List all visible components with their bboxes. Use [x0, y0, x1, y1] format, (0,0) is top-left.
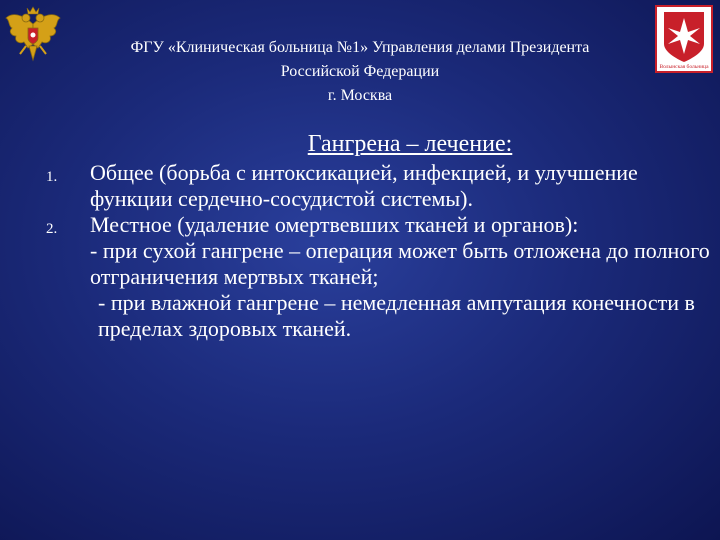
- sub-item-dry-gangrene: - при сухой гангрене – операция может быть отложена до полного отграничения мертвых тканей;: [90, 238, 710, 289]
- header-line-2: Российской Федерации: [280, 63, 440, 80]
- hospital-emblem-icon: [654, 4, 714, 74]
- list-item: [46, 212, 710, 238]
- list-item-text: Местное (удаление омертвевших тканей и органов):: [90, 212, 579, 237]
- list-number: 2.: [46, 221, 58, 237]
- list-item-text: Общее (борьба с интоксикацией, инфекцией, и улучшение функции сердечно-сосудистой системы).: [90, 160, 638, 211]
- list-number: 1.: [46, 169, 58, 185]
- content-list: [46, 160, 710, 342]
- russian-coat-of-arms-icon: [2, 4, 64, 70]
- header-line-1: ФГУ «Клиническая больница №1» Управления делами Президента: [130, 39, 590, 56]
- institution-header: [70, 36, 650, 108]
- slide-title: Гангрена – лечение:: [307, 131, 513, 157]
- sub-item-wet-gangrene: - при влажной гангрене – немедленная ампутация конечности в пределах здоровых тканей.: [98, 290, 695, 341]
- header-line-3: г. Москва: [327, 87, 393, 104]
- list-item: [46, 160, 710, 212]
- emblem-caption: Волынская больница: [659, 64, 709, 70]
